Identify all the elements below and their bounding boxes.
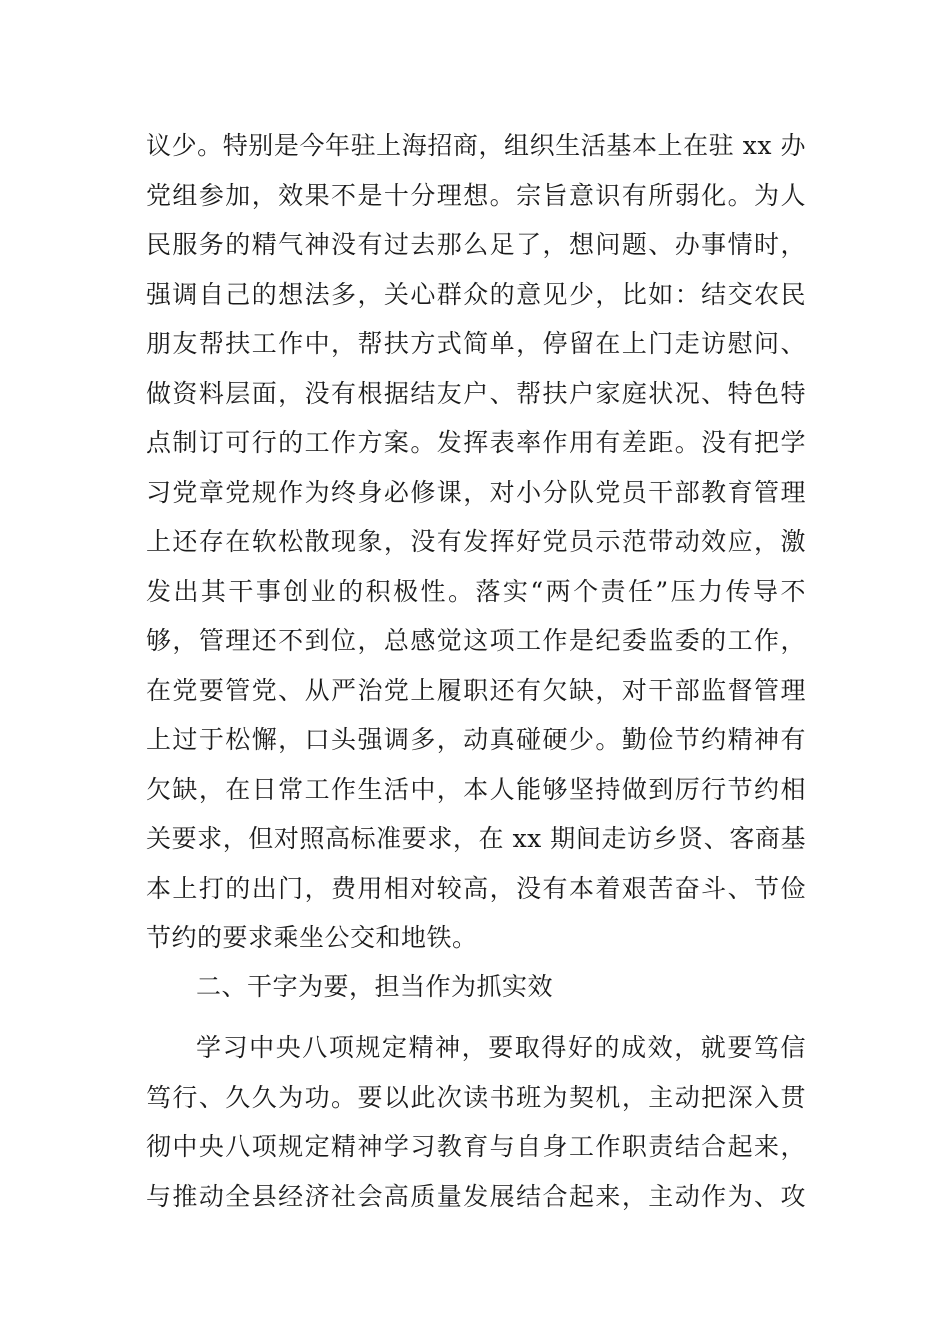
paragraph-line: 上还存在软松散现象，没有发挥好党员示范带动效应，激 bbox=[146, 527, 806, 556]
paragraph-line: 民服务的精气神没有过去那么足了，想问题、办事情时， bbox=[146, 230, 806, 259]
section-heading: 二、干字为要，担当作为抓实效 bbox=[196, 972, 554, 1001]
paragraph-line: 习党章党规作为终身必修课，对小分队党员干部教育管理 bbox=[146, 477, 806, 507]
paragraph-line: 议少。特别是今年驻上海招商，组织生活基本上在驻 xx 办 bbox=[146, 131, 806, 160]
paragraph-line: 欠缺，在日常工作生活中，本人能够坚持做到厉行节约相 bbox=[146, 774, 806, 804]
paragraph-line: 上过于松懈，口头强调多，动真碰硬少。勤俭节约精神有 bbox=[146, 725, 806, 754]
paragraph-line: 笃行、久久为功。要以此次读书班为契机，主动把深入贯 bbox=[146, 1082, 806, 1112]
paragraph-line: 做资料层面，没有根据结友户、帮扶户家庭状况、特色特 bbox=[146, 378, 806, 408]
paragraph-body-2 bbox=[146, 1023, 806, 1221]
paragraph-line: 朋友帮扶工作中，帮扶方式简单，停留在上门走访慰问、 bbox=[146, 329, 806, 358]
paragraph-line: 够，管理还不到位，总感觉这项工作是纪委监委的工作， bbox=[146, 626, 806, 655]
paragraph-line: 彻中央八项规定精神学习教育与自身工作职责结合起来， bbox=[146, 1132, 806, 1161]
paragraph-line: 强调自己的想法多，关心群众的意见少，比如：结交农民 bbox=[146, 279, 806, 309]
paragraph-line: 关要求，但对照高标准要求，在 xx 期间走访乡贤、客商基 bbox=[146, 824, 806, 853]
paragraph-line: 在党要管党、从严治党上履职还有欠缺，对干部监督管理 bbox=[146, 675, 806, 705]
paragraph-line: 学习中央八项规定精神，要取得好的成效，就要笃信 bbox=[196, 1033, 806, 1062]
paragraph-line: 与推动全县经济社会高质量发展结合起来，主动作为、攻 bbox=[146, 1181, 806, 1211]
paragraph-line: 节约的要求乘坐公交和地铁。 bbox=[146, 923, 478, 952]
paragraph-line: 本上打的出门，费用相对较高，没有本着艰苦奋斗、节俭 bbox=[146, 873, 806, 903]
paragraph-line: 发出其干事创业的积极性。落实“两个责任”压力传导不 bbox=[146, 576, 806, 606]
paragraph-body-1 bbox=[146, 121, 806, 963]
paragraph-line: 点制订可行的工作方案。发挥表率作用有差距。没有把学 bbox=[146, 428, 806, 457]
paragraph-line: 党组参加，效果不是十分理想。宗旨意识有所弱化。为人 bbox=[146, 180, 806, 210]
